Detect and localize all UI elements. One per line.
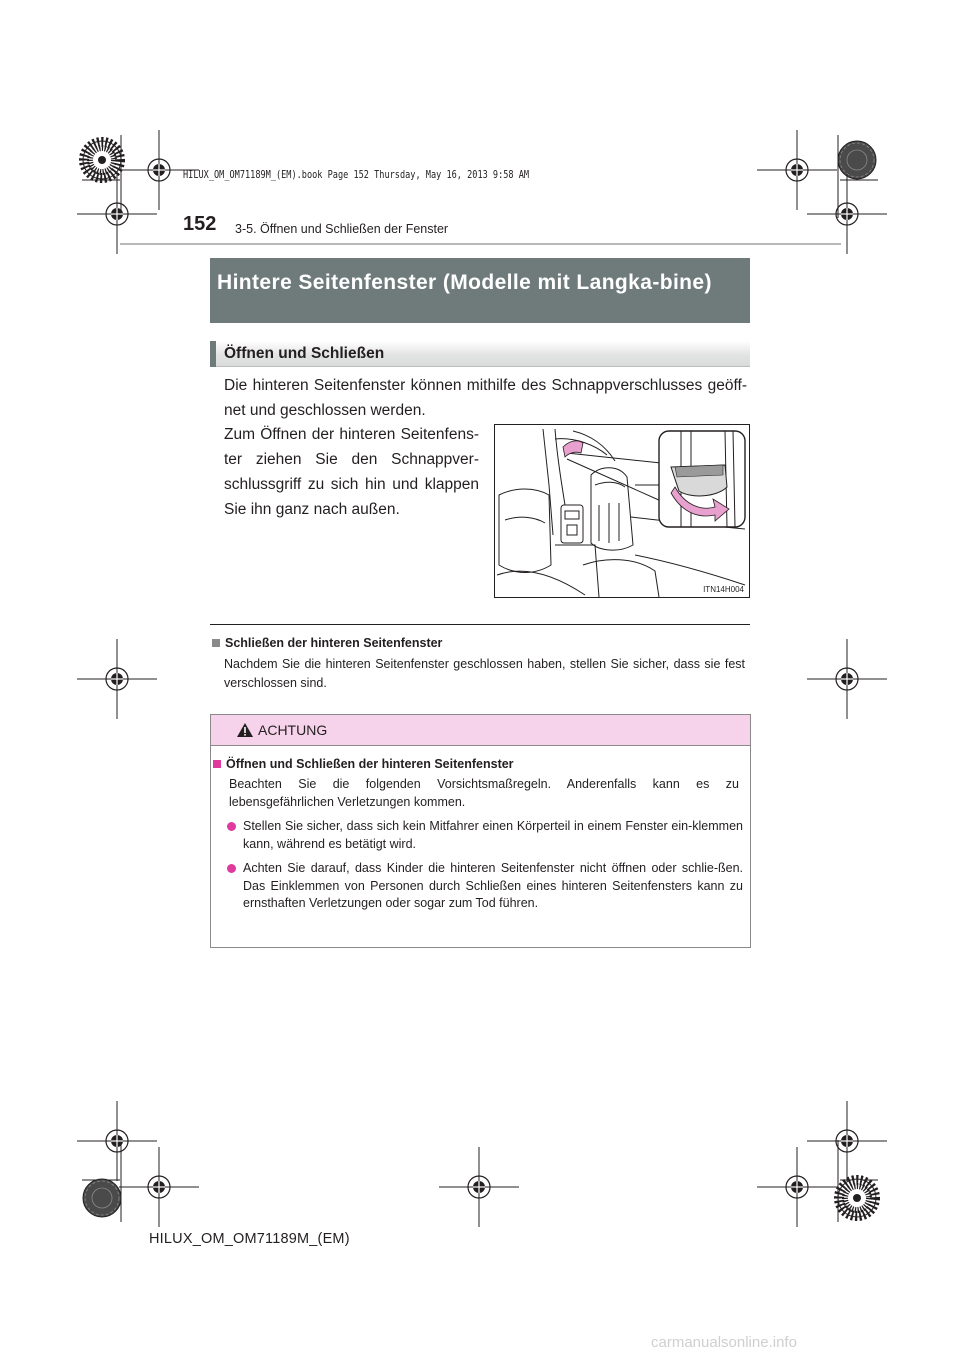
title-band [210,258,750,323]
watermark: carmanualsonline.info [651,1334,797,1351]
header-rule [120,243,841,245]
bullet-dot-icon [227,864,236,873]
note-text: Nachdem Sie die hinteren Seitenfenster geschlossen haben, stellen Sie sicher, dass sie fest verschlossen sind. [224,657,745,690]
warning-header [211,715,750,746]
square-bullet-icon [213,760,221,768]
section-header: 3-5. Öffnen und Schließen der Fenster [235,222,449,236]
separator-rule [210,624,750,625]
warning-label: ACHTUNG [258,722,328,738]
footer-doc-code: HILUX_OM_OM71189M_(EM) [149,1231,350,1247]
page-title: Hintere Seitenfenster (Modelle mit Langka-bine) [217,271,712,294]
warning-title [213,757,514,771]
window-latch-illustration [494,424,750,598]
note-title-text: Schließen der hinteren Seitenfenster [225,636,443,650]
subheading-accent [210,341,216,367]
page-number: 152 [183,213,217,235]
illustration-drawing [495,425,749,597]
illustration-code: ITN14H004 [703,585,744,594]
intro-paragraph: Die hinteren Seitenfenster können mithilfe des Schnappverschlusses geöff-net und geschlossen werden. [224,377,747,419]
warning-bullet-1: Stellen Sie sicher, dass sich kein Mitfahrer einen Körperteil in einem Fenster ein-klemmen kann, während es betätigt wird. [243,819,743,851]
warning-triangle-icon [236,722,254,738]
warning-title-text: Öffnen und Schließen der hinteren Seitenfenster [226,757,514,771]
bullet-dot-icon [227,822,236,831]
square-bullet-icon [212,639,220,647]
subheading: Öffnen und Schließen [224,345,385,362]
note-title [212,636,442,650]
howto-paragraph: Zum Öffnen der hinteren Seitenfens-ter ziehen Sie den Schnappver-schlussgriff zu sich hin und klappen Sie ihn ganz nach außen. [224,426,479,518]
warning-bullet-2: Achten Sie darauf, dass Kinder die hinteren Seitenfenster nicht öffnen oder schlie-ßen. Das Einklemmen von Personen durch Schließen eines hinteren Seitenfensters kann zu ernsthaften Verletzungen oder sogar zum Tod führen. [243,861,743,910]
book-info-stamp: HILUX_OM_OM71189M_(EM).book Page 152 Thursday, May 16, 2013 9:58 AM [183,168,530,181]
subheading-bar [210,341,750,367]
warning-intro: Beachten Sie die folgenden Vorsichtsmaßregeln. Anderenfalls kann es zu lebensgefährlichen Verletzungen kommen. [229,777,739,809]
